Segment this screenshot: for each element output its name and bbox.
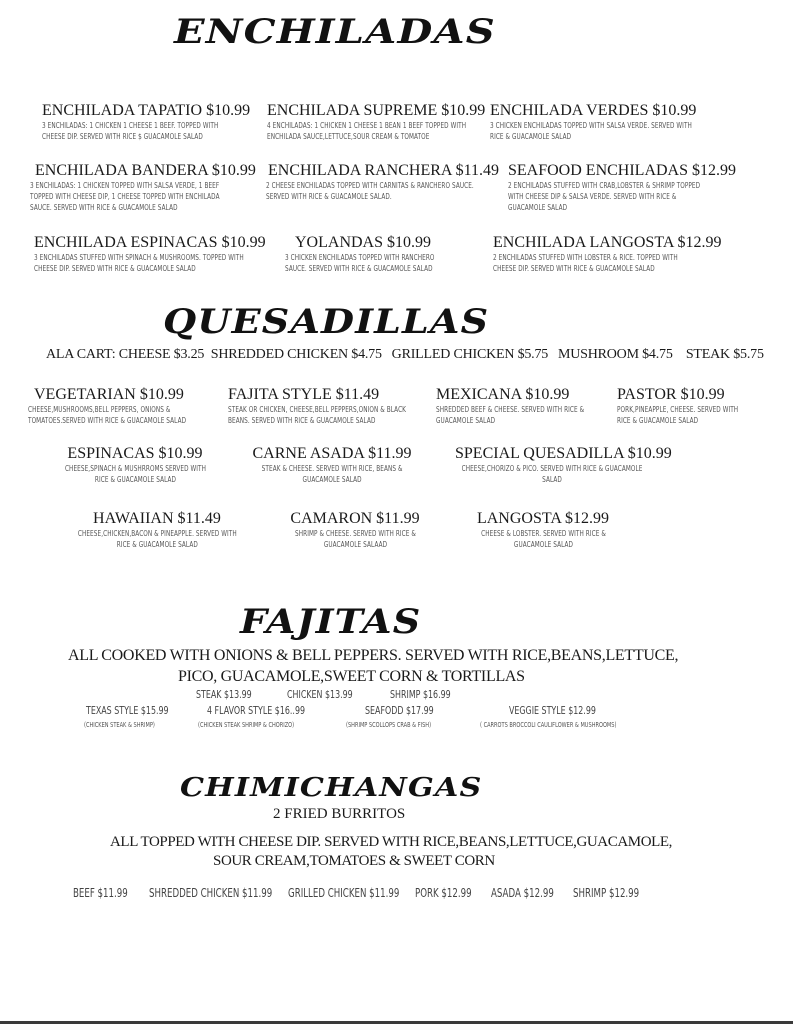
- fajitas-veggie-style-note: ( CARROTS BROCCOLI CAULIFLOWER & MUSHROOMS): [480, 721, 617, 729]
- menu-item-special-quesadilla: [455, 445, 672, 485]
- enchiladas-title: ENCHILADAS: [174, 12, 496, 52]
- item-name: CAMARON $11.99: [290, 510, 420, 527]
- item-name: ENCHILADA TAPATIO $10.99: [42, 102, 251, 119]
- quesadillas-ala-cart: ALA CART: CHEESE $3.25 SHREDDED CHICKEN $4.75 GRILLED CHICKEN $5.75 MUSHROOM $4.75 STEAK $5.75: [46, 347, 764, 362]
- item-name: SEAFOOD ENCHILADAS $12.99: [508, 162, 737, 179]
- menu-item-seafood-enchiladas: [508, 162, 737, 213]
- item-name: ESPINACAS $10.99: [67, 445, 203, 462]
- fajitas-title: FAJITAS: [240, 602, 422, 642]
- fajitas-seafood-note: (SHRIMP SCOLLOPS CRAB & FISH): [346, 721, 432, 729]
- fajitas-shrimp: SHRIMP $16.99: [390, 688, 451, 701]
- item-name: ENCHILADA LANGOSTA $12.99: [493, 234, 722, 251]
- item-name: LANGOSTA $12.99: [476, 510, 610, 527]
- menu-item-enchilada-bandera: [30, 162, 256, 213]
- menu-item-fajita-style: [228, 386, 418, 426]
- quesadillas-title: QUESADILLAS: [163, 302, 490, 342]
- item-name: ENCHILADA RANCHERA $11.49: [268, 162, 499, 179]
- item-description: CHEESE,SPINACH & MUSHRROMS SERVED WITH RICE & GUACAMOLE SALAD: [64, 464, 206, 484]
- fajitas-seafood: SEAFODD $17.99: [365, 704, 434, 717]
- fajitas-veggie-style: VEGGIE STYLE $12.99: [509, 704, 596, 717]
- item-description: 3 ENCHILADAS: 1 CHICKEN TOPPED WITH SALSA VERDE, 1 BEEF TOPPED WITH CHEESE DIP, 1 CHEESE TOPPED WITH ENCHILADA SAUCE. SERVED WITH RICE & GUACAMOLE SALAD: [30, 181, 220, 212]
- chimichangas-grilled-chicken: GRILLED CHICKEN $11.99: [288, 886, 400, 900]
- item-description: 3 ENCHILADAS STUFFED WITH SPINACH & MUSHROOMS. TOPPED WITH CHEESE DIP. SERVED WITH RICE & GUACAMOLE SALAD: [34, 253, 244, 273]
- chimichangas-beef: BEEF $11.99: [73, 886, 128, 900]
- chimichangas-shrimp: SHRIMP $12.99: [573, 886, 640, 900]
- menu-item-enchilada-verdes: [490, 102, 700, 142]
- fajitas-4-flavor-style: 4 FLAVOR STYLE $16..99: [207, 704, 306, 717]
- item-description: 2 CHEESE ENCHILADAS TOPPED WITH CARNITAS & RANCHERO SAUCE. SERVED WITH RICE & GUACAMOLE SALAD.: [266, 181, 474, 201]
- chimichangas-title: CHIMICHANGAS: [180, 773, 483, 803]
- item-description: 4 ENCHILADAS: 1 CHICKEN 1 CHEESE 1 BEAN 1 BEEF TOPPED WITH ENCHILADA SAUCE,LETTUCE,SOUR CREAM & TOMATOE: [267, 121, 467, 141]
- item-name: MEXICANA $10.99: [436, 386, 570, 403]
- chimichangas-subtitle: 2 FRIED BURRITOS: [273, 806, 406, 822]
- item-description: 3 CHICKEN ENCHILADAS TOPPED WITH SALSA VERDE. SERVED WITH RICE & GUACAMOLE SALAD: [490, 121, 692, 141]
- menu-item-espinacas: [60, 445, 210, 485]
- menu-item-enchilada-ranchera: [266, 162, 499, 202]
- item-name: FAJITA STYLE $11.49: [228, 386, 380, 403]
- menu-item-pastor: [617, 386, 747, 426]
- item-name: CARNE ASADA $11.99: [252, 445, 412, 462]
- item-name: ENCHILADA ESPINACAS $10.99: [34, 234, 266, 251]
- item-description: 2 ENCHILADAS STUFFED WITH CRAB,LOBSTER & SHRIMP TOPPED WITH CHEESE DIP & SALSA VERDE. SERVED WITH RICE & GUACAMOLE SALAD: [508, 181, 701, 212]
- fajitas-intro-line-1: ALL COOKED WITH ONIONS & BELL PEPPERS. SERVED WITH RICE,BEANS,LETTUCE,: [68, 647, 679, 664]
- menu-item-enchilada-supreme: [267, 102, 486, 142]
- menu-item-enchilada-espinacas: [34, 234, 266, 274]
- menu-item-camaron: [280, 510, 430, 550]
- item-description: SHRIMP & CHEESE. SERVED WITH RICE & GUACAMOLE SALAAD: [294, 529, 416, 549]
- item-description: 3 CHICKEN ENCHILADAS TOPPED WITH RANCHERO SAUCE. SERVED WITH RICE & GUACAMOLE SALAD: [285, 253, 435, 273]
- item-name: ENCHILADA VERDES $10.99: [490, 102, 697, 119]
- item-name: VEGETARIAN $10.99: [34, 386, 184, 403]
- item-name: ENCHILADA SUPREME $10.99: [267, 102, 486, 119]
- menu-item-vegetarian: [28, 386, 213, 426]
- fajitas-4-flavor-style-note: (CHICKEN STEAK SHRIMP & CHORIZO): [198, 721, 295, 729]
- fajitas-intro-line-2: PICO, GUACAMOLE,SWEET CORN & TORTILLAS: [178, 668, 525, 685]
- item-name: ENCHILADA BANDERA $10.99: [35, 162, 256, 179]
- item-name: HAWAIIAN $11.49: [93, 510, 221, 527]
- chimichangas-asada: ASADA $12.99: [491, 886, 554, 900]
- item-description: CHEESE,MUSHROOMS,BELL PEPPERS, ONIONS & TOMATOES.SERVED WITH RICE & GUACAMOLE SALAD: [28, 405, 187, 425]
- fajitas-texas-style: TEXAS STYLE $15.99: [86, 704, 169, 717]
- chimichangas-intro-line-2: SOUR CREAM,TOMATOES & SWEET CORN: [213, 853, 495, 869]
- item-name: PASTOR $10.99: [617, 386, 725, 403]
- menu-item-yolandas: [285, 234, 455, 274]
- menu-item-enchilada-tapatio: [42, 102, 251, 142]
- item-name: SPECIAL QUESADILLA $10.99: [455, 445, 672, 462]
- fajitas-texas-style-note: (CHICKEN STEAK & SHRIMP): [84, 721, 155, 729]
- menu-item-carne-asada: [248, 445, 416, 485]
- item-description: 2 ENCHILADAS STUFFED WITH LOBSTER & RICE. TOPPED WITH CHEESE DIP. SERVED WITH RICE & GUACAMOLE SALAD: [493, 253, 678, 273]
- menu-item-langosta: [468, 510, 618, 550]
- item-description: SHREDDED BEEF & CHEESE. SERVED WITH RICE & GUACAMOLE SALAD: [436, 405, 585, 425]
- fajitas-chicken: CHICKEN $13.99: [287, 688, 353, 701]
- item-description: PORK,PINEAPPLE, CHEESE. SERVED WITH RICE & GUACAMOLE SALAD: [617, 405, 739, 425]
- menu-item-mexicana: [436, 386, 586, 426]
- menu-item-hawaiian: [72, 510, 242, 550]
- chimichangas-shredded-chicken: SHREDDED CHICKEN $11.99: [149, 886, 273, 900]
- item-description: CHEESE,CHICKEN,BACON & PINEAPPLE. SERVED WITH RICE & GUACAMOLE SALAD: [77, 529, 237, 549]
- item-description: CHEESE,CHORIZO & PICO. SERVED WITH RICE & GUACAMOLE SALAD: [462, 464, 643, 484]
- item-description: STEAK OR CHICKEN, CHEESE,BELL PEPPERS,ONION & BLACK BEANS. SERVED WITH RICE & GUACAMOLE SALAD: [228, 405, 407, 425]
- fajitas-steak: STEAK $13.99: [196, 688, 252, 701]
- item-description: CHEESE & LOBSTER. SERVED WITH RICE & GUACAMOLE SALAD: [480, 529, 606, 549]
- chimichangas-intro-line-1: ALL TOPPED WITH CHEESE DIP. SERVED WITH RICE,BEANS,LETTUCE,GUACAMOLE,: [110, 834, 673, 850]
- menu-item-enchilada-langosta: [493, 234, 722, 274]
- item-description: 3 ENCHILADAS: 1 CHICKEN 1 CHEESE 1 BEEF. TOPPED WITH CHEESE DIP. SERVED WITH RICE $ GUACAMOLE SALAD: [42, 121, 219, 141]
- item-name: YOLANDAS $10.99: [295, 234, 431, 251]
- chimichangas-pork: PORK $12.99: [415, 886, 472, 900]
- item-description: STEAK & CHEESE. SERVED WITH RICE, BEANS & GUACAMOLE SALAD: [261, 464, 403, 484]
